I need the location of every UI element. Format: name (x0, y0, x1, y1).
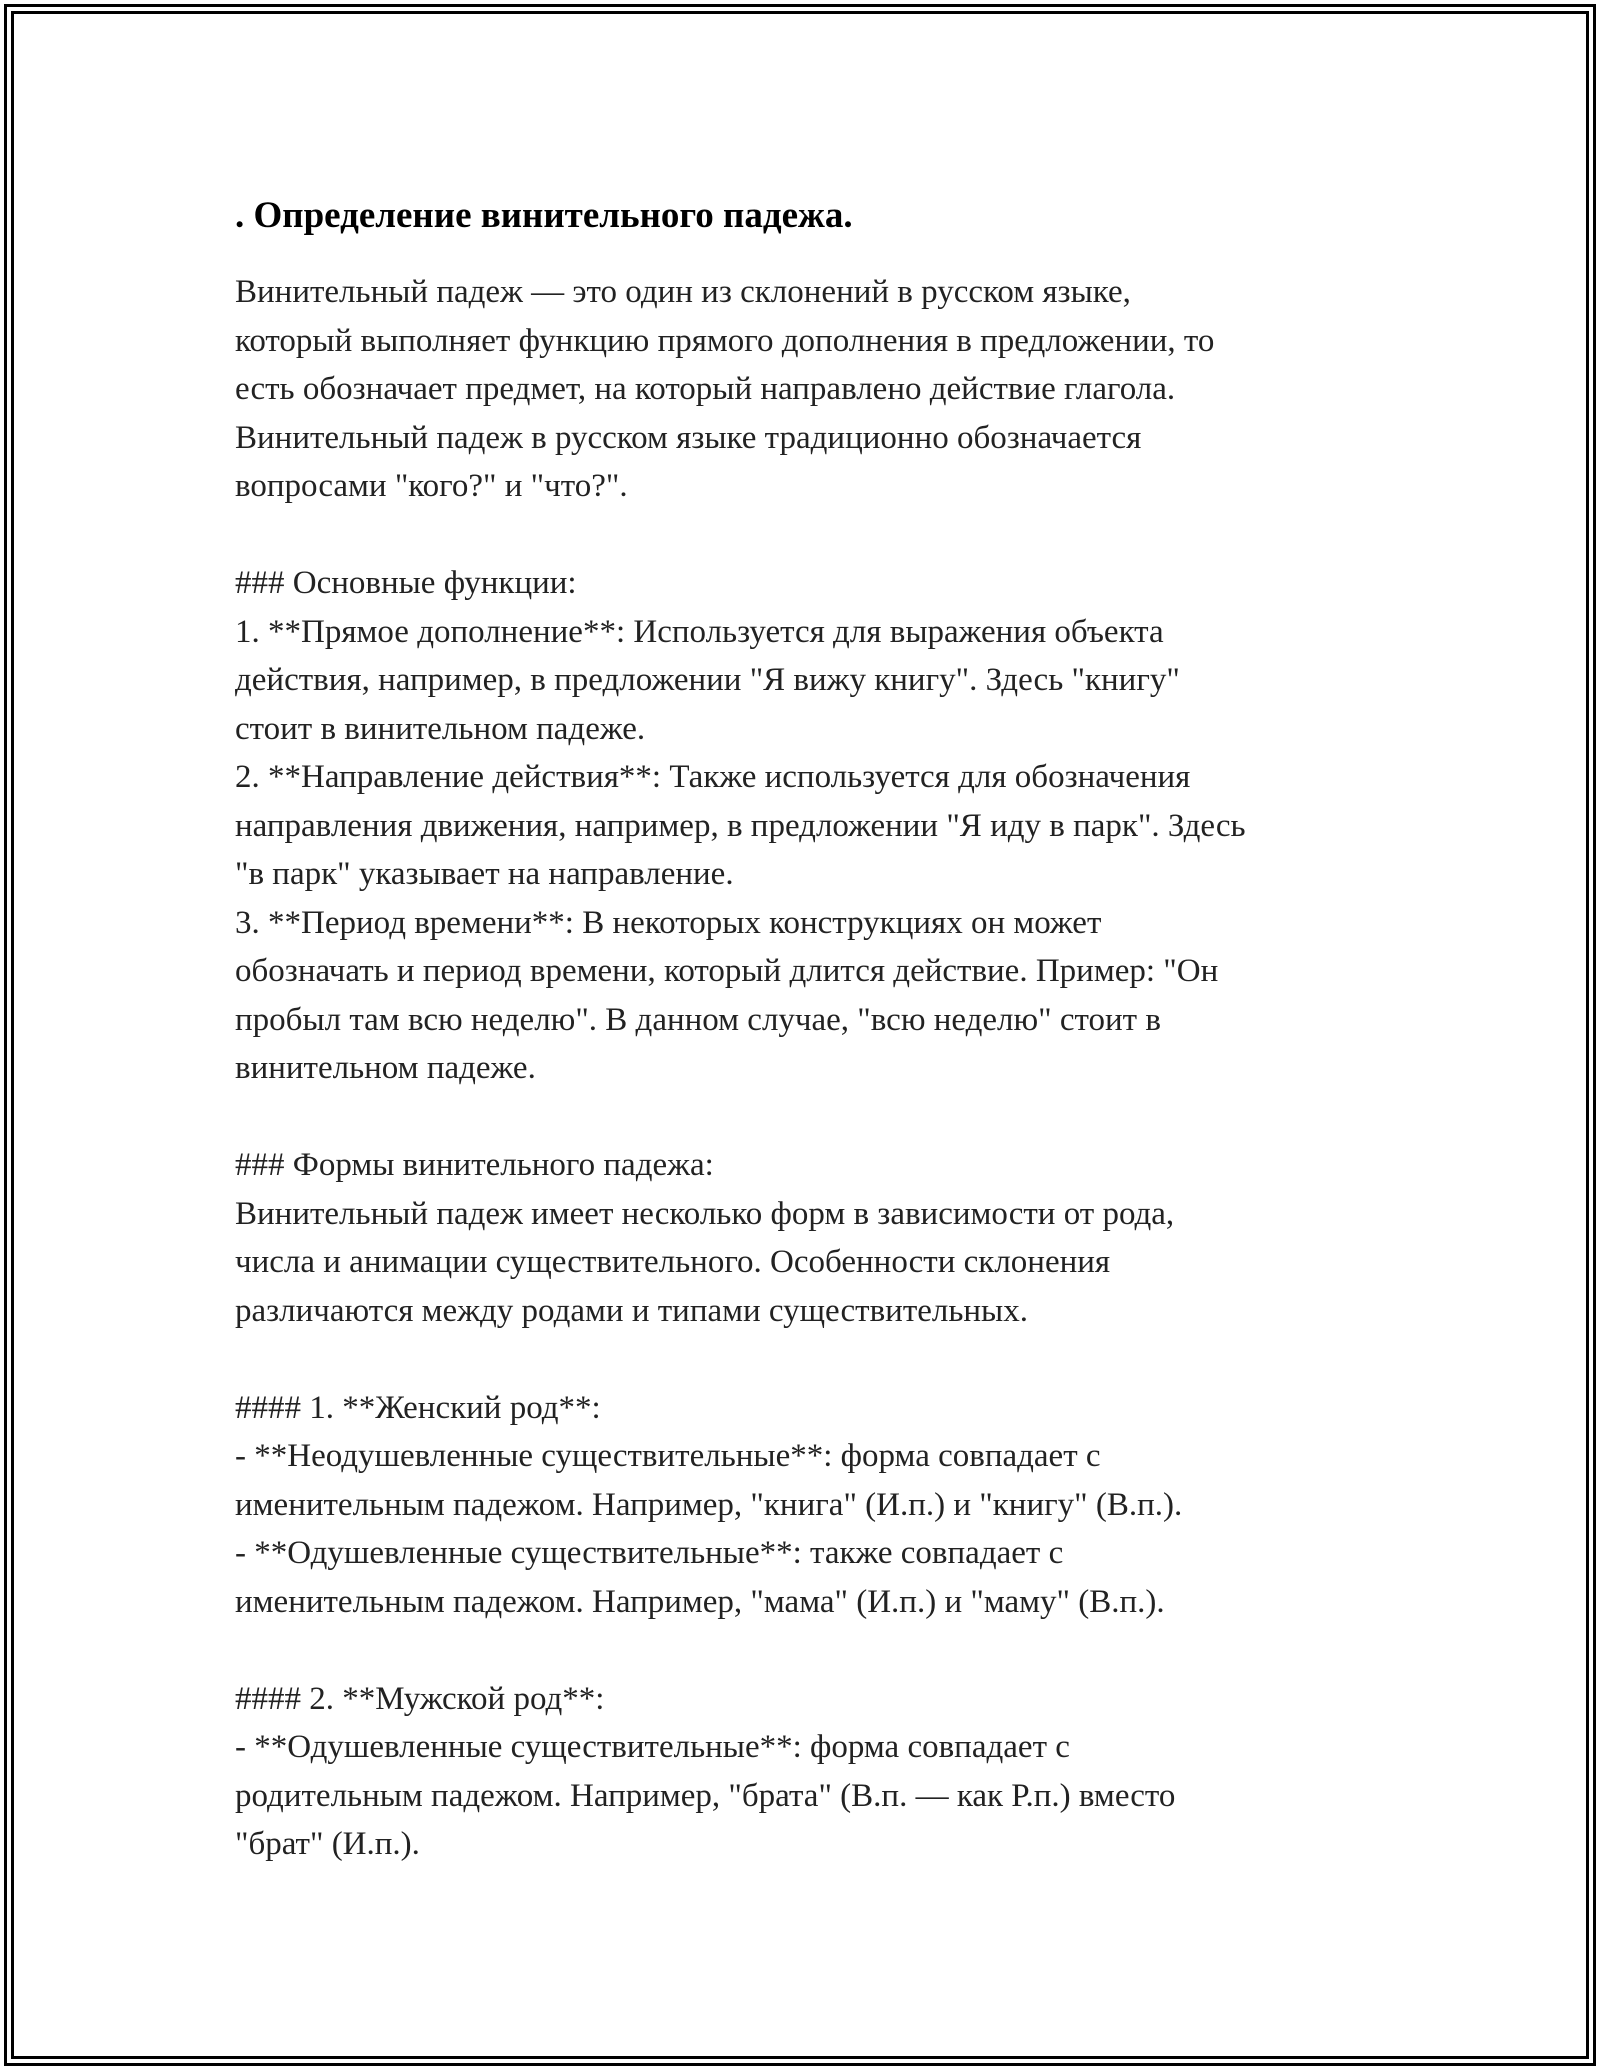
document-title: . Определение винительного падежа. (235, 195, 853, 236)
document-body: Винительный падеж — это один из склонений в русском языке, который выполняет функцию прямого дополнения в предложении, то есть обозначает предмет, на который направлено действие глагола. Винительный падеж в русском языке традиционно обозначается вопросами "кого?" и "что?". ### Основные функции: 1. **Прямое дополнение**: Используется для выражения объекта действия, например, в предложении "Я вижу книгу". Здесь "книгу" стоит в винительном падеже. 2. **Направление действия**: Также используется для обозначения направления движения, например, в предложении "Я иду в парк". Здесь "в парк" указывает на направление. 3. **Период времени**: В некоторых конструкциях он может обозначать и период времени, который длится действие. Пример: "Он пробыл там всю неделю". В данном случае, "всю неделю" стоит в винительном падеже. ### Формы винительного падежа: Винительный падеж имеет несколько форм в зависимости от рода, числа и анимации существительного. Особенности склонения различаются между родами и типами существительных. #### 1. **Женский род**: - **Неодушевленные существительные**: форма совпадает с именительным падежом. Например, "книга" (И.п.) и "книгу" (В.п.). - **Одушевленные существительные**: также совпадает с именительным падежом. Например, "мама" (И.п.) и "маму" (В.п.). #### 2. **Мужской род**: - **Одушевленные существительные**: форма совпадает с родительным падежом. Например, "брата" (В.п. — как Р.п.) вместо "брат" (И.п.). (235, 274, 1246, 1862)
document-content (235, 188, 1385, 1869)
